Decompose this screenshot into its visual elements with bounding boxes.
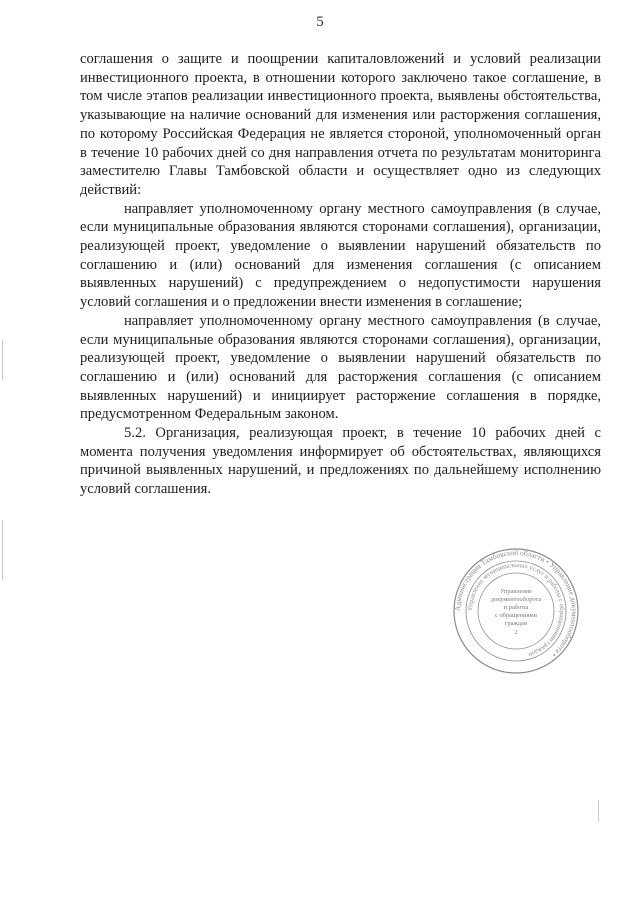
stamp-center-line-2: документооборота: [490, 596, 542, 603]
left-margin-mark-upper: [2, 340, 3, 380]
stamp-center-line-6: 2: [514, 629, 518, 636]
document-body: [80, 50, 601, 499]
stamp-center-line-1: Управление: [499, 588, 533, 595]
paragraph-action-termination: направляет уполномоченному органу местного самоуправления (в случае, если муниципальные образования являются сторонами соглашения), организации, реализующей проект, уведомление о выявлении нарушений обязательств по соглашению и (или) оснований для расторжения соглашения (с описанием выявленных нарушений) и инициирует расторжение соглашения в порядке, предусмотренном Федеральным законом.: [80, 312, 601, 423]
stamp-center-line-4: с обращениями: [495, 612, 537, 619]
stamp-center-line-5: граждан: [504, 620, 528, 627]
page-number: 5: [316, 14, 324, 30]
stamp-center-line-3: и работы: [503, 604, 529, 611]
stamp-outer-ring-text: Администрация Тамбовской области • Управление документооборота •: [452, 547, 580, 660]
right-margin-mark: [598, 800, 599, 822]
paragraph-continuation: соглашения о защите и поощрении капиталовложений и условий реализации инвестиционного проекта, в отношении которого заключено такое соглашение, в том числе этапов реализации инвестиционного проекта, выявлены обстоятельства, указывающие на наличие оснований для изменения или расторжения соглашения, по которому Российская Федерация не является стороной, уполномоченный орган в течение 10 рабочих дней со дня направления отчета по результатам мониторинга заместителю Главы Тамбовской области и осуществляет одно из следующих действий:: [80, 51, 601, 198]
paragraph-action-change: направляет уполномоченному органу местного самоуправления (в случае, если муниципальные образования являются сторонами соглашения), организации, реализующей проект, уведомление о выявлении нарушений обязательств по соглашению и (или) оснований для изменения соглашения (с описанием выявленных нарушений) с предупреждением о недопустимости нарушения условий соглашения и о предложении внести изменения в соглашение;: [80, 200, 601, 311]
stamp-seal-graphic: [451, 546, 581, 676]
paragraph-5-2: 5.2. Организация, реализующая проект, в течение 10 рабочих дней с момента получения уведомления информирует об обстоятельствах, являющихся причиной выявленных нарушений, и предложениях по дальнейшему исполнению условий соглашения.: [80, 425, 601, 498]
official-stamp: [451, 546, 581, 676]
stamp-middle-ring-text: Управление муниципальных услуг и работы с обращениями граждан: [466, 561, 566, 659]
left-margin-mark-lower: [2, 520, 3, 580]
